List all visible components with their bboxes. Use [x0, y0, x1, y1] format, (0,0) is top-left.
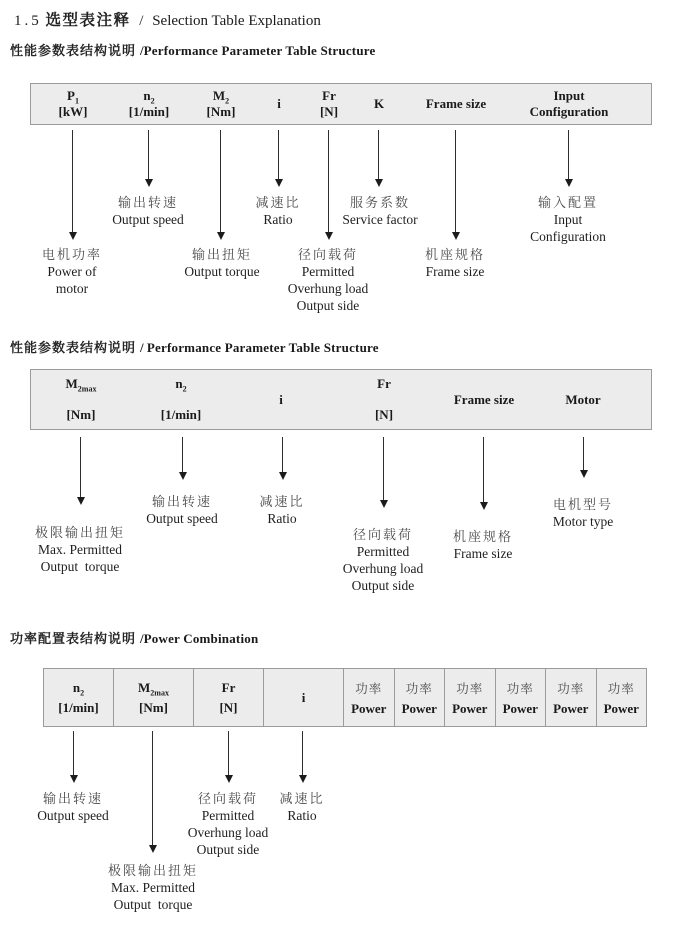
arrowhead-icon — [225, 775, 233, 783]
arrowhead-icon — [149, 845, 157, 853]
arrowhead-icon — [70, 775, 78, 783]
column-unit: Power — [351, 700, 387, 716]
column-symbol: i — [277, 96, 281, 111]
col-frame-size — [454, 370, 514, 429]
column-symbol: $n_2$ — [72, 679, 85, 698]
col-p1 — [59, 84, 88, 124]
section3-heading-separator: / — [140, 631, 144, 646]
column-symbol: Frame size — [425, 96, 487, 111]
arrowhead-icon — [380, 500, 388, 508]
column-symbol: $n_2$ — [143, 88, 155, 106]
col-m2max — [66, 370, 97, 429]
column-unit: [1/min] — [128, 104, 170, 119]
page-title — [14, 8, 321, 30]
callout-ratio: 减速比 Ratio — [259, 494, 305, 526]
column-symbol: Fr — [377, 376, 391, 391]
column-symbol: $M_{2max}$ — [65, 376, 97, 394]
column-unit: [N] — [374, 407, 394, 422]
callout-output-torque: 输出扭矩 Output torque — [184, 247, 260, 279]
arrowhead-icon — [565, 179, 573, 187]
arrowhead-icon — [279, 472, 287, 480]
col-k — [374, 84, 384, 124]
callout-frame-size: 机座规格 Frame size — [424, 247, 486, 279]
column-symbol: Input — [553, 88, 585, 103]
section3-heading — [10, 628, 258, 647]
column-unit: Power — [452, 700, 488, 716]
column-unit: [1/min] — [58, 699, 99, 715]
callout-ratio: 减速比 Ratio — [279, 791, 325, 823]
col-frame-size — [426, 84, 486, 124]
down-arrow — [374, 130, 383, 187]
title-number: 1.5 — [14, 13, 42, 29]
power-combination-table-header — [43, 668, 647, 727]
col-m2max — [114, 669, 194, 726]
arrowhead-icon — [452, 232, 460, 240]
callout-frame-size: 机座规格 Frame size — [452, 529, 514, 561]
column-unit: [N] — [319, 104, 339, 119]
callout-overhung-load: 径向载荷 Permitted Overhung load Output side — [342, 527, 424, 593]
arrowhead-icon — [375, 179, 383, 187]
col-power-4: 功率 Power — [496, 669, 547, 726]
arrowhead-icon — [179, 472, 187, 480]
down-arrow — [148, 731, 157, 853]
callout-motor-type: 电机型号 Motor type — [552, 497, 614, 529]
col-fr — [320, 84, 338, 124]
col-power-6: 功率 Power — [603, 681, 639, 716]
callout-max-output-torque: 极限输出扭矩 Max. Permitted Output torque — [107, 863, 199, 912]
title-separator: / — [139, 13, 144, 29]
down-arrow — [564, 130, 573, 187]
down-arrow — [68, 130, 77, 240]
arrowhead-icon — [299, 775, 307, 783]
callout-output-speed: 输出转速 Output speed — [146, 494, 218, 526]
callout-service-factor: 服务系数 Service factor — [342, 195, 418, 227]
column-unit: [Nm] — [139, 699, 168, 715]
callout-ratio: 减速比 Ratio — [255, 195, 301, 227]
arrowhead-icon — [580, 470, 588, 478]
col-motor — [565, 370, 600, 429]
column-symbol: i — [279, 391, 283, 407]
callout-output-speed: 输出转速 Output speed — [37, 791, 109, 823]
column-unit: Configuration — [529, 104, 609, 119]
performance-table-2-header — [30, 369, 652, 430]
section1-heading-en: Performance Parameter Table Structure — [143, 43, 376, 58]
column-unit: [Nm] — [206, 104, 236, 119]
arrowhead-icon — [145, 179, 153, 187]
col-power-2: 功率 Power — [395, 669, 446, 726]
arrowhead-icon — [217, 232, 225, 240]
column-unit: Power — [401, 700, 437, 716]
col-i — [279, 370, 283, 429]
section2-heading — [10, 337, 379, 356]
down-arrow — [274, 130, 283, 187]
column-unit: [N] — [219, 699, 238, 715]
title-en: Selection Table Explanation — [152, 13, 321, 29]
col-power-3: 功率 Power — [445, 669, 496, 726]
arrowhead-icon — [77, 497, 85, 505]
col-n2 — [129, 84, 169, 124]
down-arrow — [324, 130, 333, 240]
callout-output-speed: 输出转速 Output speed — [112, 195, 184, 227]
callout-overhung-load: 径向载荷 Permitted Overhung load Output side — [287, 247, 369, 313]
down-arrow — [479, 437, 488, 510]
performance-table-1-header — [30, 83, 652, 125]
callout-max-output-torque: 极限输出扭矩 Max. Permitted Output torque — [34, 525, 126, 574]
column-unit: Power — [502, 700, 538, 716]
down-arrow — [144, 130, 153, 187]
column-symbol: $n_2$ — [175, 376, 187, 394]
section1-heading — [10, 40, 375, 59]
down-arrow — [451, 130, 460, 240]
column-symbol: $M_2$ — [212, 88, 230, 106]
col-fr — [194, 669, 264, 726]
down-arrow — [178, 437, 187, 480]
column-symbol: K — [373, 96, 385, 111]
column-symbol: Frame size — [453, 391, 515, 407]
column-symbol: i — [301, 689, 306, 705]
col-input-configuration — [530, 84, 609, 124]
callout-input-configuration: 输入配置 Input Configuration — [530, 195, 606, 244]
section2-heading-zh: 性能参数表结构说明 — [10, 340, 137, 355]
section1-heading-separator: / — [140, 43, 144, 58]
section2-heading-separator: / — [140, 340, 147, 355]
column-unit: Power — [603, 700, 639, 716]
down-arrow — [76, 437, 85, 505]
column-symbol: Motor — [565, 391, 601, 407]
callout-power-of-motor: 电机功率 Power of motor — [41, 247, 103, 296]
col-n2 — [161, 370, 201, 429]
down-arrow — [216, 130, 225, 240]
down-arrow — [224, 731, 233, 783]
column-symbol: Fr — [322, 88, 336, 103]
column-unit: [Nm] — [66, 407, 96, 422]
down-arrow — [69, 731, 78, 783]
col-i — [264, 669, 344, 726]
down-arrow — [379, 437, 388, 508]
down-arrow — [579, 437, 588, 478]
col-n2 — [44, 669, 114, 726]
down-arrow — [298, 731, 307, 783]
col-power-5: 功率 Power — [546, 669, 597, 726]
arrowhead-icon — [275, 179, 283, 187]
arrowhead-icon — [480, 502, 488, 510]
col-m2 — [207, 84, 236, 124]
section1-heading-zh: 性能参数表结构说明 — [10, 43, 137, 58]
col-fr — [375, 370, 393, 429]
column-symbol: Fr — [221, 679, 236, 695]
section2-heading-en: Performance Parameter Table Structure — [146, 340, 379, 355]
column-unit: [kW] — [58, 104, 88, 119]
section3-heading-zh: 功率配置表结构说明 — [10, 631, 137, 646]
col-i — [277, 84, 281, 124]
title-zh: 选型表注释 — [45, 12, 131, 29]
col-power-1: 功率 Power — [344, 669, 395, 726]
column-unit: Power — [553, 700, 589, 716]
column-unit: [1/min] — [160, 407, 202, 422]
callout-overhung-load: 径向载荷 Permitted Overhung load Output side — [187, 791, 269, 857]
column-symbol: $M_{2max}$ — [138, 679, 169, 698]
arrowhead-icon — [325, 232, 333, 240]
column-symbol: $P_1$ — [67, 88, 79, 106]
arrowhead-icon — [69, 232, 77, 240]
section3-heading-en: Power Combination — [143, 631, 259, 646]
down-arrow — [278, 437, 287, 480]
